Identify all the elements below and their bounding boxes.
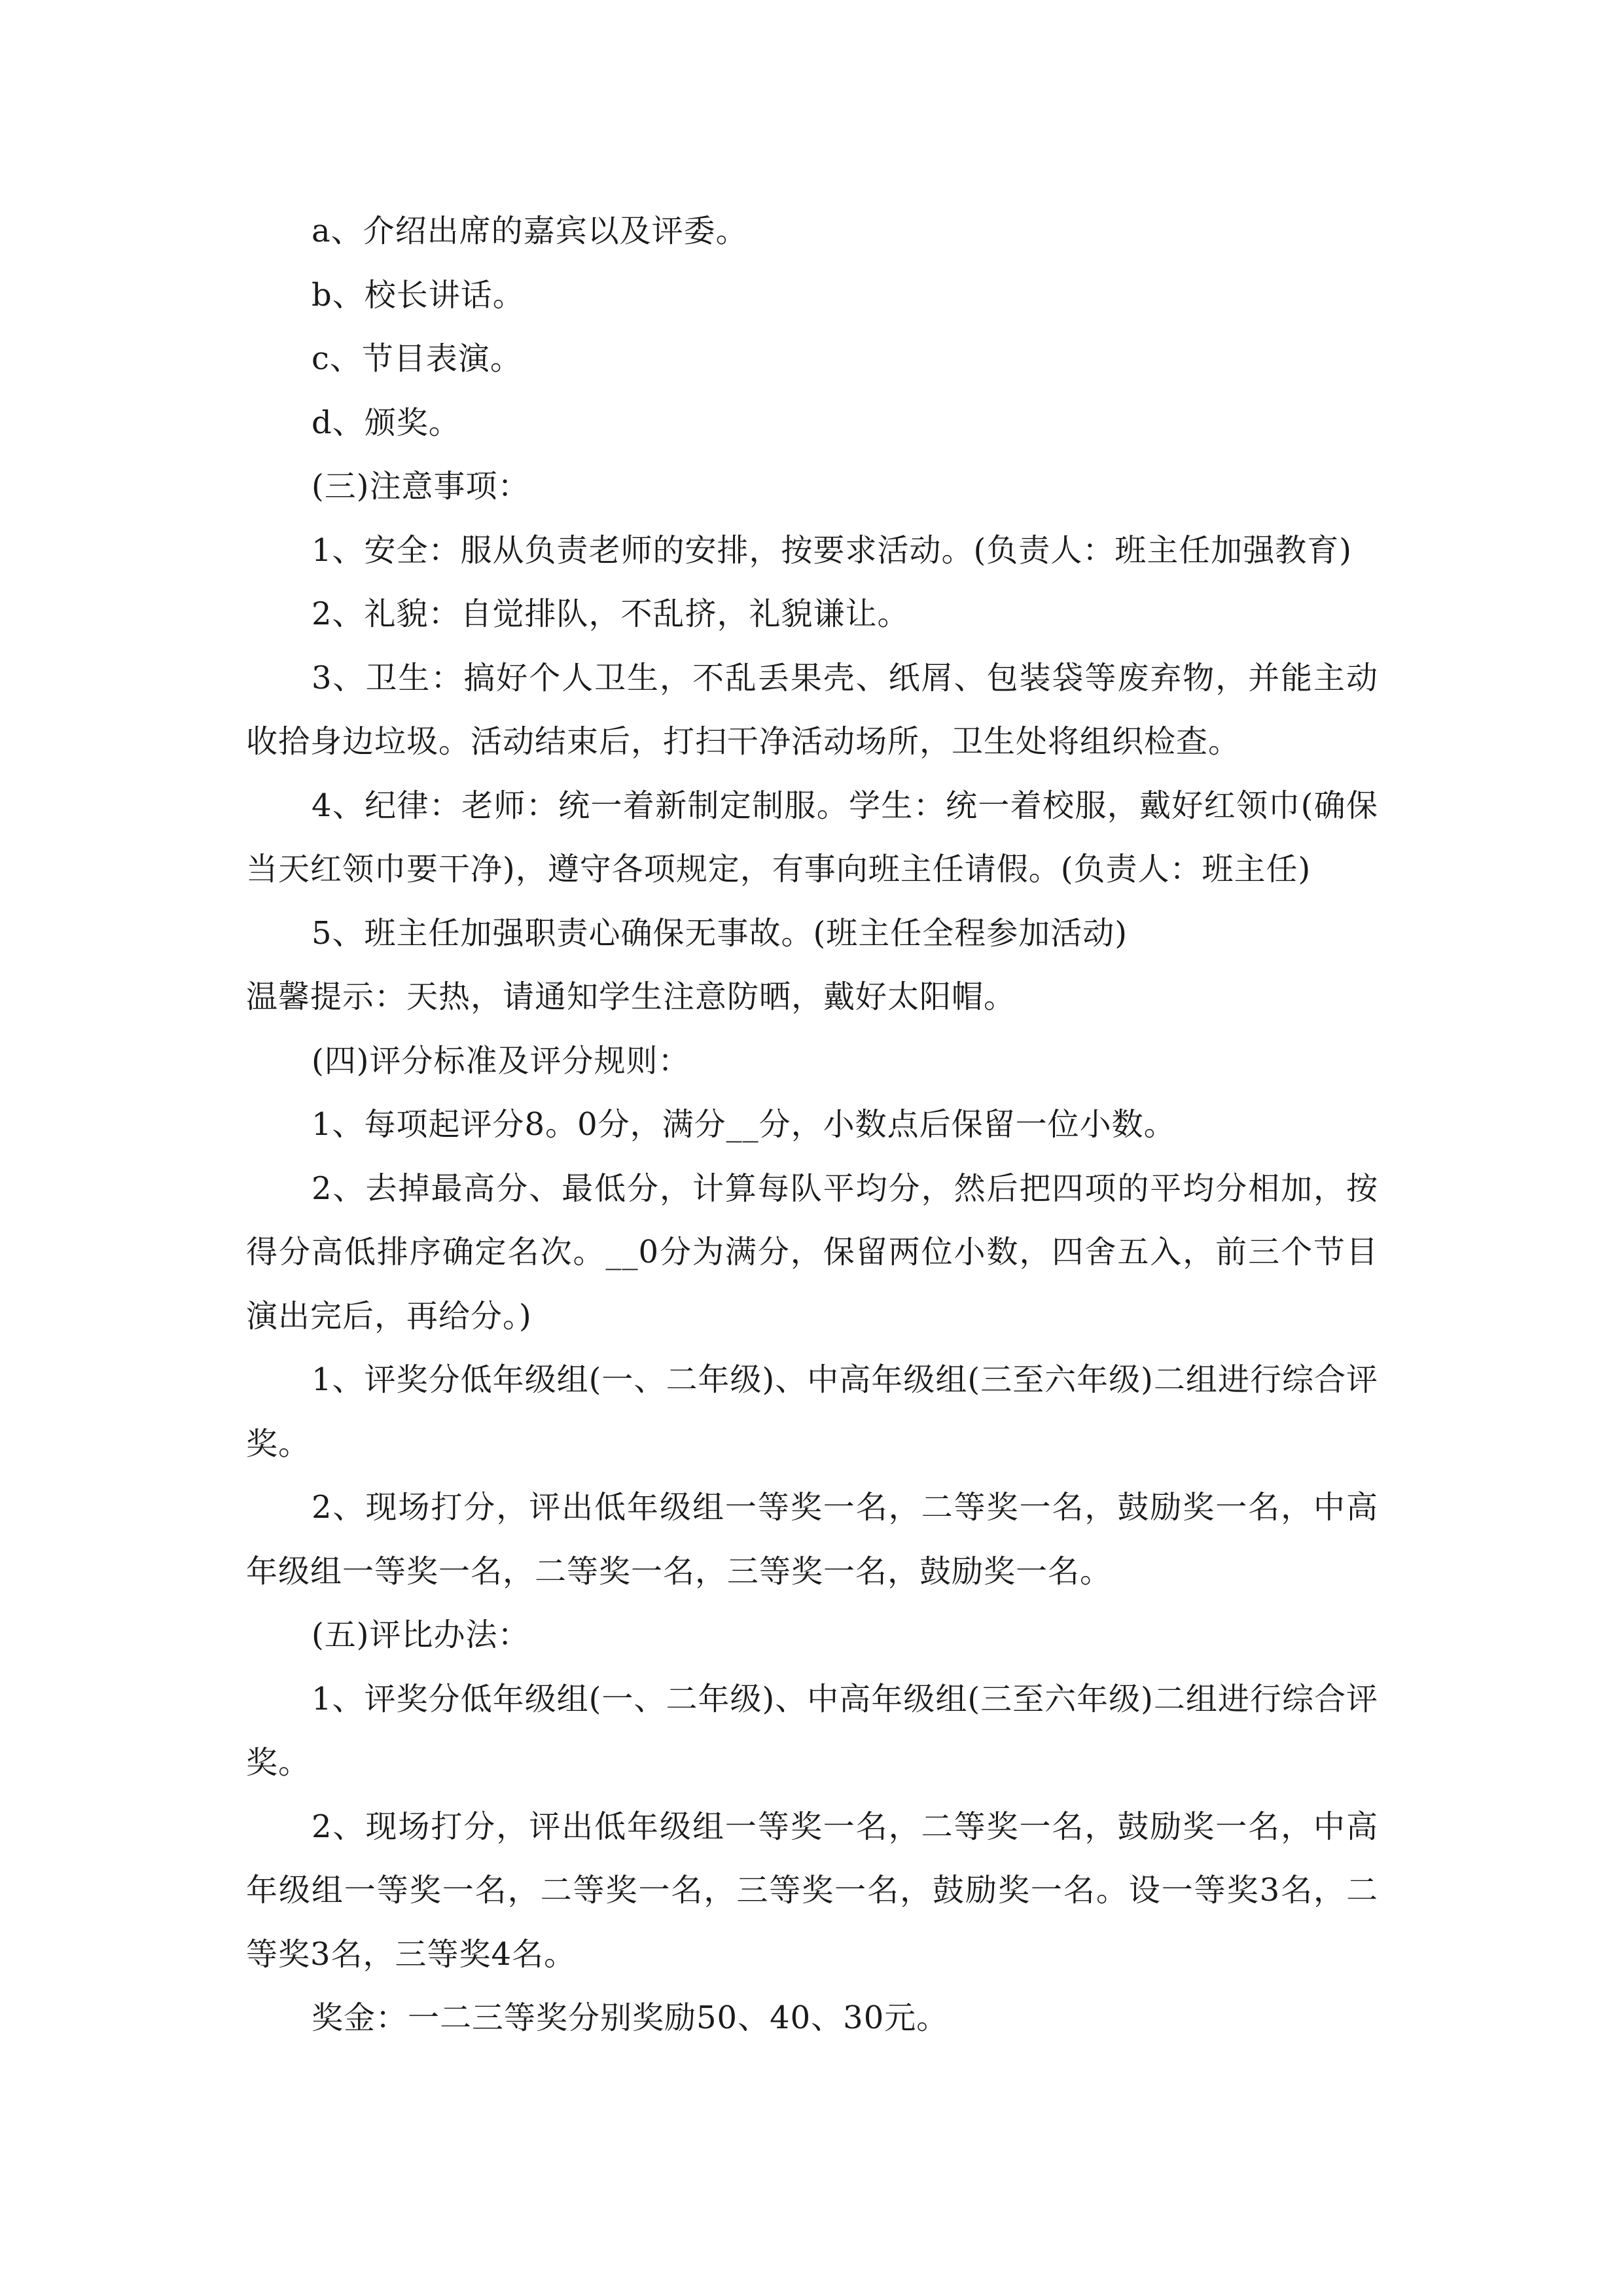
paragraph-tip: 温馨提示：天热，请通知学生注意防晒，戴好太阳帽。 <box>246 978 1016 1015</box>
paragraph-scoring-1: 1、每项起评分8。0分，满分__分，小数点后保留一位小数。 <box>312 1106 1176 1143</box>
paragraph-award-groups-1: 1、评奖分低年级组(一、二年级)、中高年级组(三至六年级)二组进行综合评奖。 <box>246 1361 1378 1462</box>
document-body <box>246 200 1378 2051</box>
paragraph-scoring-2: 2、去掉最高分、最低分，计算每队平均分，然后把四项的平均分相加，按得分高低排序确定名次。__0分为满分，保留两位小数，四舍五入，前三个节目演出完后，再给分。) <box>246 1170 1378 1335</box>
paragraph-safety: 1、安全：服从负责老师的安排，按要求活动。(负责人：班主任加强教育) <box>312 531 1352 569</box>
section-heading-evaluation: (五)评比办法： <box>312 1617 530 1653</box>
paragraph-award-groups-2: 1、评奖分低年级组(一、二年级)、中高年级组(三至六年级)二组进行综合评奖。 <box>246 1680 1378 1781</box>
paragraph-onsite-scoring-1: 2、现场打分，评出低年级组一等奖一名，二等奖一名，鼓励奖一名，中高年级组一等奖一名，二等奖一名，三等奖一名，鼓励奖一名。 <box>246 1489 1378 1590</box>
paragraph-teacher-duty: 5、班主任加强职责心确保无事故。(班主任全程参加活动) <box>312 914 1128 952</box>
paragraph-onsite-scoring-2: 2、现场打分，评出低年级组一等奖一名，二等奖一名，鼓励奖一名，中高年级组一等奖一名，二等奖一名，三等奖一名，鼓励奖一名。设一等奖3名，二等奖3名，三等奖4名。 <box>246 1808 1378 1973</box>
section-heading-notes: (三)注意事项： <box>312 468 530 505</box>
paragraph-discipline: 4、纪律：老师：统一着新制定制服。学生：统一着校服，戴好红领巾(确保当天红领巾要干净)，遵守各项规定，有事向班主任请假。(负责人：班主任) <box>246 787 1378 888</box>
section-heading-scoring: (四)评分标准及评分规则： <box>312 1042 690 1079</box>
list-item-performance: c、节目表演。 <box>312 340 522 377</box>
paragraph-courtesy: 2、礼貌：自觉排队，不乱挤，礼貌谦让。 <box>312 596 910 632</box>
paragraph-hygiene: 3、卫生：搞好个人卫生，不乱丢果壳、纸屑、包装袋等废弃物，并能主动收拾身边垃圾。活动结束后，打扫干净活动场所，卫生处将组织检查。 <box>246 659 1378 760</box>
list-item-awards: d、颁奖。 <box>312 404 461 441</box>
list-item-intro-guests: a、介绍出席的嘉宾以及评委。 <box>312 213 748 249</box>
list-item-principal-speech: b、校长讲话。 <box>312 276 525 314</box>
paragraph-prize-money: 奖金：一二三等奖分别奖励50、40、30元。 <box>312 2000 949 2036</box>
